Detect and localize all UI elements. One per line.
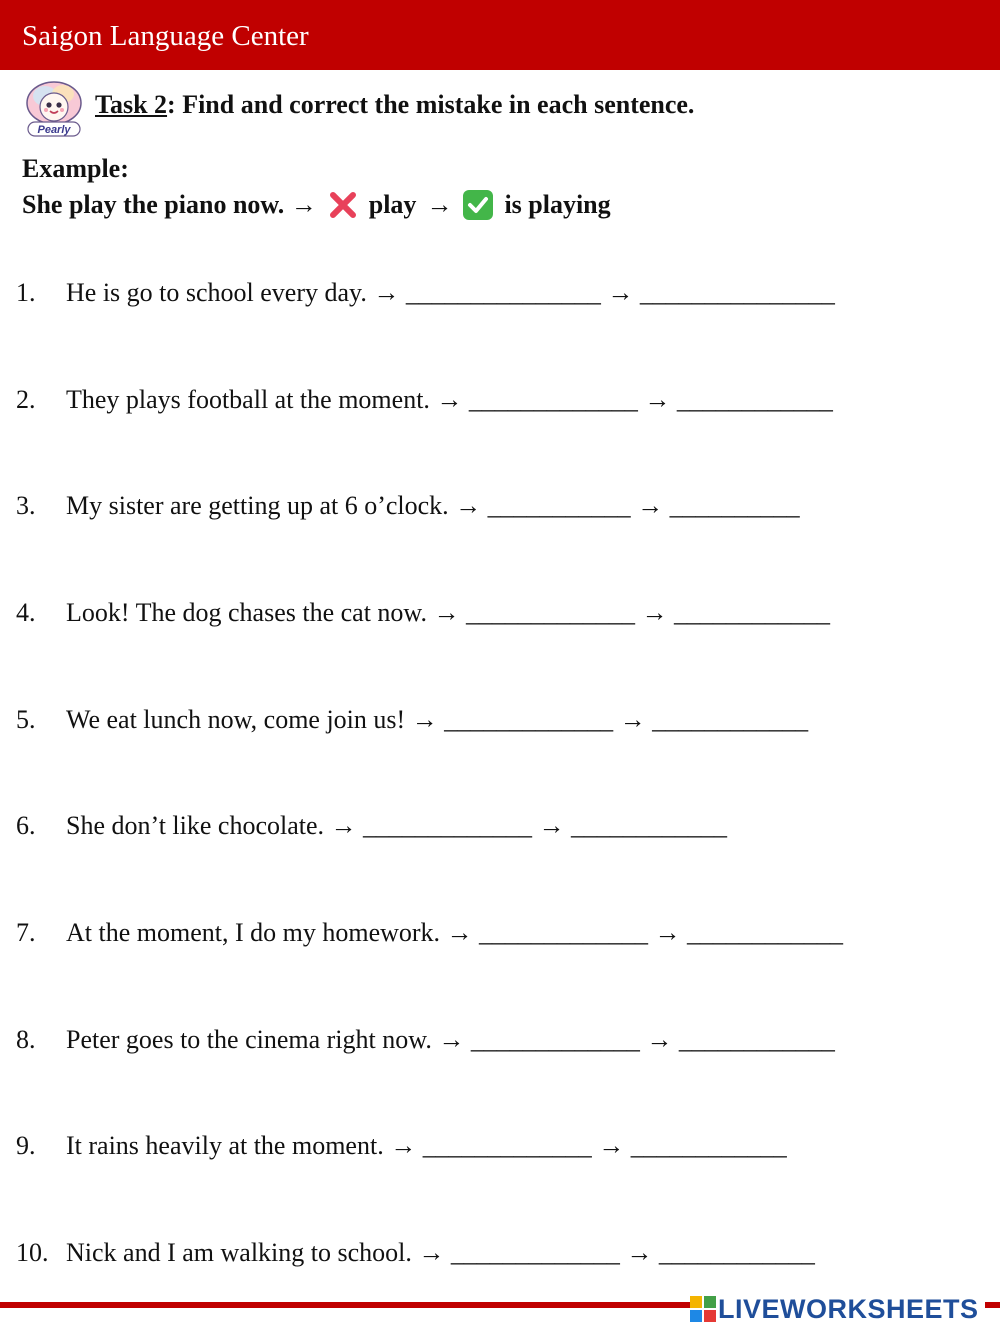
question-number: 6. [16,811,36,840]
question-text: He is go to school every day. → _______________ → _______________ [66,278,835,307]
task-text: : Find and correct the mistake in each sentence. [167,90,695,119]
question-3 [16,491,800,521]
pearly-mascot-icon [22,78,86,138]
question-text: At the moment, I do my homework. → _____________ → ____________ [66,918,844,947]
cross-mark-icon [327,189,359,221]
example-correct-word: is playing [504,190,611,219]
example-arrow: → [426,190,453,219]
question-number: 5. [16,705,36,734]
question-number: 7. [16,918,36,947]
question-text: Look! The dog chases the cat now. → _____________ → ____________ [66,598,831,627]
question-number: 2. [16,385,36,414]
question-7 [16,918,843,948]
question-number: 3. [16,491,36,520]
question-number: 10. [16,1238,49,1267]
question-9 [16,1131,787,1161]
question-text: They plays football at the moment. → _____________ → ____________ [66,385,833,414]
question-8 [16,1025,835,1055]
question-10 [16,1238,815,1268]
question-2 [16,385,833,415]
question-number: 1. [16,278,36,307]
example-wrong-word: play [368,190,417,219]
question-number: 4. [16,598,36,627]
question-text: We eat lunch now, come join us! → _____________ → ____________ [66,705,809,734]
task-instruction [95,90,694,120]
question-number: 9. [16,1131,36,1160]
example-label: Example: [22,154,129,183]
question-text: Nick and I am walking to school. → _____________ → ____________ [66,1238,815,1267]
question-text: My sister are getting up at 6 o’clock. → ___________ → __________ [66,491,800,520]
check-mark-icon [462,189,494,221]
question-5 [16,705,808,735]
header-title: Saigon Language Center [22,20,309,52]
logo-text: Pearly [37,124,71,136]
question-1 [16,278,835,308]
question-4 [16,598,830,628]
question-text: She don’t like chocolate. → _____________ → ____________ [66,811,728,840]
brand-text: LIVEWORKSHEETS [718,1293,979,1324]
task-label: Task 2 [95,90,168,119]
question-number: 8. [16,1025,36,1054]
question-6 [16,811,727,841]
liveworksheets-logo-icon [690,1296,716,1322]
example-original: She play the piano now. → [22,190,317,219]
question-text: It rains heavily at the moment. → _____________ → ____________ [66,1131,787,1160]
example-sentence [22,189,611,221]
header-bar [0,0,1000,70]
liveworksheets-brand[interactable] [690,1292,985,1326]
question-text: Peter goes to the cinema right now. → _____________ → ____________ [66,1025,835,1054]
